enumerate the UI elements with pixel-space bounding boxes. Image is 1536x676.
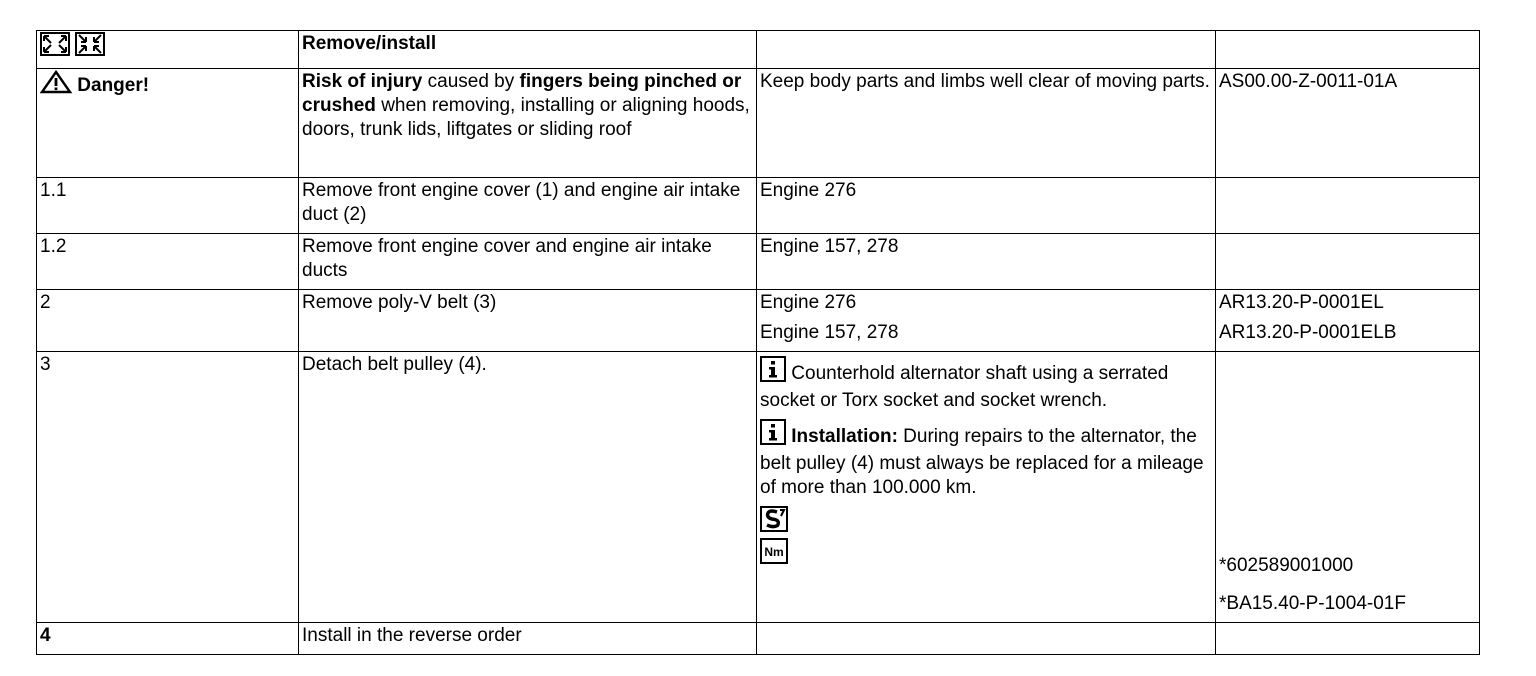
step-number: 4 (37, 623, 299, 655)
header-icons-cell (37, 31, 299, 69)
info-note-2 (760, 419, 1211, 500)
table-header-row (37, 31, 1480, 69)
step-text: Install in the reverse order (299, 623, 757, 655)
danger-label: Danger! (77, 75, 150, 96)
expand-arrows-icon[interactable] (40, 32, 70, 63)
step-ref (1216, 178, 1480, 234)
procedure-table (36, 30, 1480, 655)
step-text: Detach belt pulley (4). (299, 352, 757, 623)
table-row (37, 234, 1480, 290)
step-number: 1.1 (37, 178, 299, 234)
danger-label-cell (37, 69, 299, 178)
danger-row (37, 69, 1480, 178)
step-number: 1.2 (37, 234, 299, 290)
collapse-arrows-icon[interactable] (75, 32, 105, 63)
table-row (37, 178, 1480, 234)
step-note-empty (757, 623, 1216, 655)
special-tool-icon (760, 506, 788, 539)
tool-line (760, 506, 1211, 534)
tool-ref[interactable]: *602589001000 (1219, 555, 1354, 576)
info-note-1-text: Counterhold alternator shaft using a serrated socket or Torx socket and socket wrench. (760, 363, 1169, 411)
step-note: Engine 157, 278 (757, 234, 1216, 290)
step-number: 3 (37, 352, 299, 623)
table-row (37, 623, 1480, 655)
table-row (37, 290, 1480, 352)
torque-ref[interactable]: *BA15.40-P-1004-01F (1219, 593, 1406, 614)
danger-rest: when removing, installing or aligning hoods, doors, trunk lids, liftgates or sliding roof (302, 95, 750, 140)
step-text: Remove front engine cover and engine air intake ducts (299, 234, 757, 290)
warning-triangle-icon (40, 70, 72, 101)
danger-text-cell (299, 69, 757, 178)
step-text: Remove poly-V belt (3) (299, 290, 757, 352)
step-ref-b[interactable]: AR13.20-P-0001ELB (1219, 322, 1397, 343)
header-empty-3 (757, 31, 1216, 69)
danger-lead-bold: Risk of injury (302, 71, 423, 92)
info-note-1 (760, 356, 1211, 413)
step-note-b: Engine 157, 278 (760, 322, 899, 343)
torque-nm-icon (760, 538, 788, 571)
step-ref (1216, 234, 1480, 290)
header-title: Remove/install (299, 31, 757, 69)
table-row (37, 352, 1480, 623)
step-note-a: Engine 276 (760, 292, 857, 313)
info-note-2-text: During repairs to the alternator, the belt pulley (4) must always be replaced for a mileage of more than 100.000 km. (760, 426, 1204, 498)
step-refs-cell (1216, 290, 1480, 352)
step-ref-empty (1216, 623, 1480, 655)
torque-icon-label: Nm (764, 545, 784, 559)
step-number: 2 (37, 290, 299, 352)
info-note-2-bold: Installation: (791, 426, 898, 447)
info-icon (760, 419, 786, 452)
header-empty-4 (1216, 31, 1480, 69)
danger-action: Keep body parts and limbs well clear of moving parts. (757, 69, 1216, 178)
info-icon (760, 356, 786, 389)
step-refs-cell (1216, 352, 1480, 623)
danger-ref[interactable]: AS00.00-Z-0011-01A (1216, 69, 1480, 178)
step-ref-a[interactable]: AR13.20-P-0001EL (1219, 292, 1384, 313)
step-notes-cell (757, 290, 1216, 352)
step-notes-cell (757, 352, 1216, 623)
torque-line (760, 538, 1211, 566)
step-text: Remove front engine cover (1) and engine air intake duct (2) (299, 178, 757, 234)
danger-lead-normal: caused by (422, 71, 520, 92)
step-note: Engine 276 (757, 178, 1216, 234)
danger-bold2: fingers being pinched or crushed (302, 71, 742, 116)
